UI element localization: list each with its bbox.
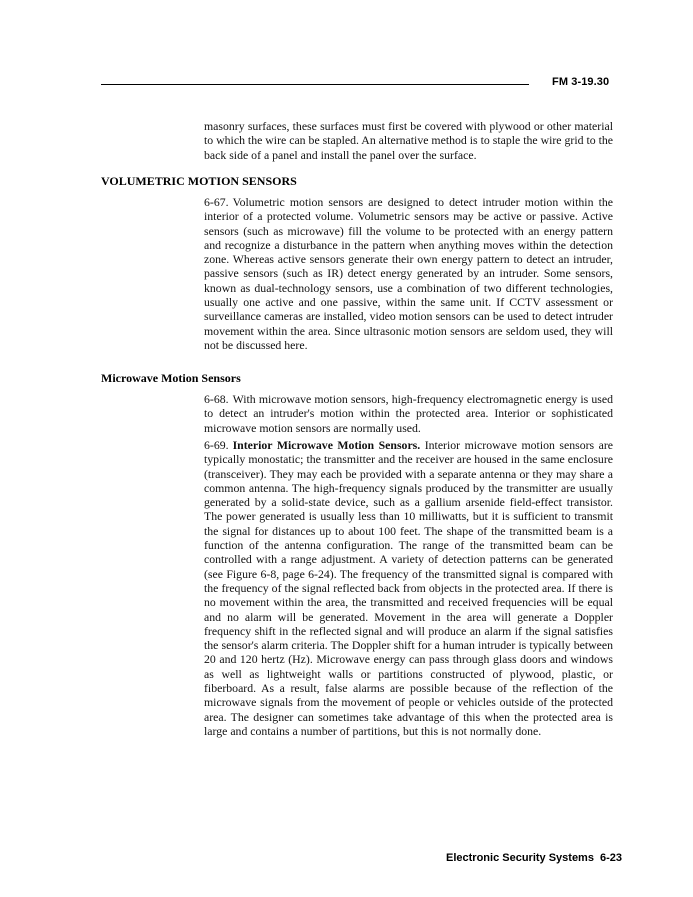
paragraph-continued: masonry surfaces, these surfaces must first be covered with plywood or other material to which the wire can be stapled. An alternative method is to staple the wire grid to the back side of a panel and install the panel over the surface. xyxy=(204,119,613,162)
manual-code: FM 3-19.30 xyxy=(552,76,610,88)
paragraph-6-69 xyxy=(204,438,613,738)
paragraph-6-68 xyxy=(204,392,613,435)
section-heading-microwave: Microwave Motion Sensors xyxy=(101,371,241,385)
header-rule xyxy=(101,84,529,85)
paragraph-lead-in: Interior Microwave Motion Sensors. xyxy=(232,438,421,452)
page-number: 6-23 xyxy=(599,852,622,864)
paragraph-number: 6-68. xyxy=(204,392,229,406)
page-footer xyxy=(446,852,622,864)
footer-title: Electronic Security Systems xyxy=(446,852,594,864)
paragraph-text: Volumetric motion sensors are designed to detect intruder motion within the interior of a protected volume. Volumetric sensors may be active or passive. Active sensors (such as microwave) fill the volume to be protected with an energy pattern and recognize a disturbance in the pattern when anything moves within the detection zone. Whereas active sensors generate their own energy pattern to detect an intruder, passive sensors (such as IR) detect energy generated by an intruder. Some sensors, known as dual-technology sensors, use a combination of two different technologies, usually one active and one passive, within the same unit. If CCTV assessment or surveillance cameras are installed, video motion sensors can be used to detect intruder movement within the area. Since ultrasonic motion sensors are seldom used, they will not be discussed here. xyxy=(204,195,613,352)
paragraph-text: Interior microwave motion sensors are typically monostatic; the transmitter and the receiver are housed in the same enclosure (transceiver). They may each be provided with a separate antenna or they may share a common antenna. The high-frequency signals produced by the transmitter are usually generated by a solid-state device, such as a gallium arsenide field-effect transistor. The power generated is usually less than 10 milliwatts, but it is sufficient to transmit the signal for distances up to about 100 feet. The shape of the transmitted beam is a function of the antenna configuration. The range of the transmitted beam can be controlled with a range adjustment. A variety of detection patterns can be generated (see Figure 6-8, page 6-24). The frequency of the transmitted signal is compared with the frequency of the signal reflected back from objects in the protected area. If there is no movement within the area, the transmitted and received frequencies will be equal and no alarm will be generated. Movement in the area will generate a Doppler frequency shift in the reflected signal and will produce an alarm if the signal satisfies the sensor's alarm criteria. The Doppler shift for a human intruder is typically between 20 and 120 hertz (Hz). Microwave energy can pass through glass doors and windows as well as lightweight walls or partitions constructed of plywood, plastic, or fiberboard. As a result, false alarms are possible because of the reflection of the microwave signals from the movement of people or vehicles outside of the protected area. The designer can sometimes take advantage of this when the protected area is large and contains a number of partitions, but this is not normally done. xyxy=(204,438,613,738)
paragraph-6-67 xyxy=(204,195,613,352)
section-heading-volumetric: VOLUMETRIC MOTION SENSORS xyxy=(101,174,297,188)
paragraph-text: With microwave motion sensors, high-frequency electromagnetic energy is used to detect an intruder's motion within the protected area. Interior or sophisticated microwave motion sensors are normally used. xyxy=(204,392,613,435)
paragraph-number: 6-67. xyxy=(204,195,229,209)
paragraph-number: 6-69. xyxy=(204,438,229,452)
